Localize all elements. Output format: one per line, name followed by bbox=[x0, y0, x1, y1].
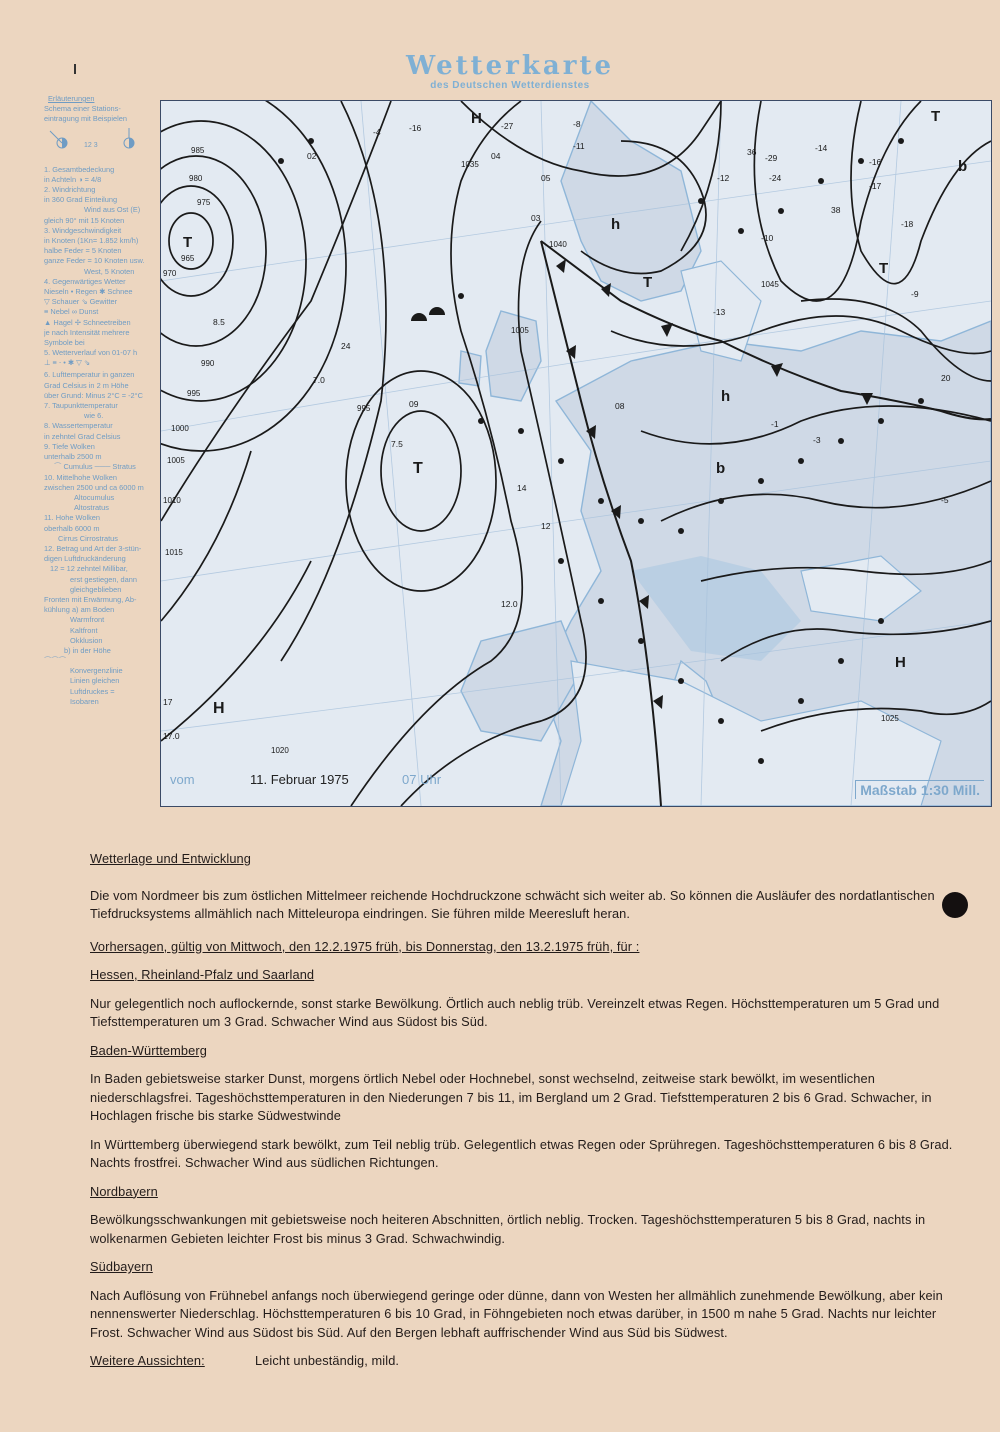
legend-line: in Knoten (1Kn= 1.852 km/h) bbox=[44, 236, 139, 246]
legend-line: 5. Wetterverlauf von 01-07 h bbox=[44, 348, 138, 358]
isobar-label: 1000 bbox=[171, 424, 189, 433]
legend-line: kühlung a) am Boden bbox=[44, 605, 115, 615]
region-text-nordbayern: Bewölkungsschwankungen mit gebietsweise noch heiteren Abschnitten, örtlich neblig. Trocken. Tageshöchsttemperaturen 5 bis 8 Grad, nachts in wolkenarmen Gebieten leichter Frost bis minus 3 Grad. Schwachwindig. bbox=[90, 1212, 926, 1246]
isobar-label: 1045 bbox=[761, 280, 779, 289]
isobar-label: 970 bbox=[163, 269, 177, 278]
legend-line: gleich 90° mit 15 Knoten bbox=[44, 215, 125, 225]
legend-line: Isobaren bbox=[70, 696, 99, 706]
outlook-text: Leicht unbeständig, mild. bbox=[255, 1353, 400, 1368]
map-scale: Maßstab 1:30 Mill. bbox=[855, 780, 984, 799]
warm-front-bumps bbox=[411, 307, 445, 321]
isobar-label: 985 bbox=[191, 146, 205, 155]
legend-heading: Erläuterungen bbox=[48, 94, 95, 103]
legend-line: Warmfront bbox=[70, 615, 105, 625]
weather-map-drawing bbox=[161, 101, 991, 806]
low-center-label: T bbox=[413, 460, 423, 477]
legend-line: 12. Betrag und Art der 3-stün- bbox=[44, 543, 142, 553]
isobar-label: 1025 bbox=[881, 714, 899, 723]
legend-line: West, 5 Knoten bbox=[84, 266, 135, 276]
station-value: 05 bbox=[541, 173, 551, 183]
legend-line: ganze Feder = 10 Knoten usw. bbox=[44, 256, 145, 266]
legend-line: Konvergenzlinie bbox=[70, 666, 123, 676]
region-text-baden: In Baden gebietsweise starker Dunst, morgens örtlich Nebel oder Hochnebel, sonst wechselnd, zeitweise stark bewölkt, im wesentlichen niederschlagsfrei. Tageshöchsttemperaturen in den Niederungen 7 bis 11, im Bergland um 2 Grad. Tiefsttemperaturen 2 bis 6 Grad. Schwacher, in Hochlagen frische bis starke Südwestwinde bbox=[90, 1071, 932, 1123]
legend-line: 2. Windrichtung bbox=[44, 185, 96, 195]
legend-line: Linien gleichen bbox=[70, 676, 120, 686]
legend-line: Altocumulus bbox=[74, 492, 115, 502]
region-heading-nordbayern: Nordbayern bbox=[90, 1183, 158, 1199]
low-center-label: T bbox=[931, 108, 941, 125]
station-model-icon bbox=[44, 125, 154, 165]
legend-line: 3. Windgeschwindigkeit bbox=[44, 225, 122, 235]
station-value: 17.0 bbox=[163, 731, 180, 741]
station-value: 7.5 bbox=[391, 439, 403, 449]
station-value: 08 bbox=[615, 401, 625, 411]
legend-line: halbe Feder = 5 Knoten bbox=[44, 246, 122, 256]
isobar-label: 990 bbox=[201, 359, 215, 368]
uk-landmass bbox=[486, 311, 541, 401]
station-value: -17 bbox=[869, 181, 882, 191]
map-date: 11. Februar 1975 bbox=[250, 772, 349, 787]
station-value: -14 bbox=[815, 143, 828, 153]
station-value: 04 bbox=[491, 151, 501, 161]
high-center-label: H bbox=[895, 654, 906, 671]
legend-weather-course-symbols: ⊥ ≡ ⋅ • ✱ ▽ ⇘ bbox=[44, 358, 91, 368]
isobar-label: 1010 bbox=[163, 496, 181, 505]
station-value: -11 bbox=[573, 141, 585, 151]
high-center-label: H bbox=[471, 110, 482, 127]
outlook-row bbox=[90, 1352, 960, 1371]
forecast-intro: Vorhersagen, gültig von Mittwoch, den 12.2.1975 früh, bis Donnerstag, den 13.2.1975 früh, für : bbox=[90, 938, 640, 954]
legend-line: ▲ Hagel ✢ Schneetreiben bbox=[44, 317, 131, 327]
low-center-label: T bbox=[879, 260, 889, 277]
map-hour: 07 Uhr bbox=[402, 772, 442, 787]
isobar-label: 1015 bbox=[165, 548, 183, 557]
legend-line: unterhalb 2500 m bbox=[44, 452, 102, 462]
legend-line: zwischen 2500 und ca 6000 m bbox=[44, 482, 144, 492]
station-value: -16 bbox=[869, 157, 882, 167]
station-value: -27 bbox=[501, 121, 514, 131]
station-value: 24 bbox=[341, 341, 351, 351]
isobar-label: 1020 bbox=[271, 746, 289, 755]
weather-map bbox=[160, 100, 992, 807]
isobar-label: 995 bbox=[187, 389, 201, 398]
region-heading-hessen: Hessen, Rheinland-Pfalz und Saarland bbox=[90, 967, 315, 982]
station-value: 12 bbox=[541, 521, 551, 531]
legend-line: Luftdruckes = bbox=[70, 686, 115, 696]
legend-line: 8. Wassertemperatur bbox=[44, 421, 113, 431]
legend-line: Schema einer Stations- bbox=[44, 104, 121, 114]
svg-text:12 3: 12 3 bbox=[84, 141, 98, 149]
station-value: 12.0 bbox=[501, 599, 518, 609]
map-caption-prefix: vom bbox=[170, 772, 195, 787]
situation-text: Die vom Nordmeer bis zum östlichen Mittelmeer reichende Hochdruckzone schwächt sich weiter ab. So können die Ausläufer des nordatlantischen Tiefdrucksystems allmählich nach Mitteleuropa eindringen. Sie führen milde Meeresluft heran. bbox=[90, 887, 935, 921]
isobar-label: 1040 bbox=[549, 240, 567, 249]
legend-line: digen Luftdruckänderung bbox=[44, 554, 126, 564]
legend-line: Cirrus Cirrostratus bbox=[58, 533, 118, 543]
legend-line: in 360 Grad Einteilung bbox=[44, 195, 118, 205]
station-value: -8 bbox=[573, 119, 581, 129]
legend-line: ⌒ Cumulus ─── Stratus bbox=[54, 462, 136, 472]
legend-line: 10. Mittelhohe Wolken bbox=[44, 472, 117, 482]
station-value: 09 bbox=[409, 399, 419, 409]
legend-line: Altostratus bbox=[74, 503, 109, 513]
legend-line: 1. Gesamtbedeckung bbox=[44, 164, 115, 174]
margin-mark bbox=[74, 64, 76, 74]
station-value: -13 bbox=[713, 307, 726, 317]
legend-line: Grad Celsius in 2 m Höhe bbox=[44, 380, 129, 390]
station-value: -5 bbox=[941, 495, 949, 505]
region-heading-suedbayern: Südbayern bbox=[90, 1259, 153, 1274]
secondary-center-label: b bbox=[716, 460, 726, 477]
station-value: -10 bbox=[761, 233, 774, 243]
legend-line: 6. Lufttemperatur in ganzen bbox=[44, 370, 135, 380]
station-value: 14 bbox=[517, 483, 527, 493]
secondary-center-label: h bbox=[611, 216, 621, 233]
legend-line: ≡ Nebel ∞ Dunst bbox=[44, 307, 99, 317]
legend-line: gleichgeblieben bbox=[70, 584, 122, 594]
legend-line: eintragung mit Beispielen bbox=[44, 114, 127, 124]
station-value: 03 bbox=[531, 213, 541, 223]
legend-line: 12 = 12 zehntel Millibar, bbox=[50, 564, 128, 574]
legend-line: Fronten mit Erwärmung, Ab- bbox=[44, 594, 137, 604]
station-value: -3 bbox=[813, 435, 821, 445]
secondary-center-label: b bbox=[958, 158, 968, 175]
station-value: 17 bbox=[163, 697, 173, 707]
sheet-title bbox=[360, 52, 660, 91]
legend-front-symbol: ⌒⌒⌒ bbox=[44, 656, 67, 666]
legend-line: 11. Hohe Wolken bbox=[44, 513, 101, 523]
station-value: -9 bbox=[911, 289, 919, 299]
station-value: -29 bbox=[765, 153, 778, 163]
station-value: 02 bbox=[307, 151, 317, 161]
situation-heading: Wetterlage und Entwicklung bbox=[90, 851, 251, 866]
legend-line: 4. Gegenwärtiges Wetter bbox=[44, 276, 126, 286]
map-caption bbox=[160, 770, 990, 804]
legend-line: 9. Tiefe Wolken bbox=[44, 441, 95, 451]
legend-line: in zehntel Grad Celsius bbox=[44, 431, 121, 441]
high-center-label: H bbox=[213, 700, 225, 717]
legend-line: Okklusion bbox=[70, 635, 103, 645]
legend-line: in Achteln ◑ = 4/8 bbox=[44, 174, 102, 184]
legend-panel bbox=[44, 94, 160, 707]
isobar-label: 995 bbox=[357, 404, 371, 413]
legend-line: Wind aus Ost (E) bbox=[84, 205, 141, 215]
station-value: -18 bbox=[901, 219, 914, 229]
isobar-label: 965 bbox=[181, 254, 195, 263]
station-value: -16 bbox=[409, 123, 422, 133]
forecast-report bbox=[90, 850, 960, 1371]
legend-line: Kaltfront bbox=[70, 625, 98, 635]
region-text-suedbayern: Nach Auflösung von Frühnebel anfangs noch überwiegend geringe oder dünne, dann von Westen her allmählich zunehmende Bewölkung, aber kein nennenswerter Niederschlag. Höchsttemperaturen 6 bis 10 Grad, in Föhngebieten noch etwas darüber, in 1500 m nahe 5 Grad. Nachts nur leichter Frost. Schwacher Wind aus Südost bis Süd. Auf den Bergen lebhaft auffrischender Wind aus Süd bis Südwest. bbox=[90, 1287, 943, 1340]
legend-line: wie 6. bbox=[84, 411, 104, 421]
isobar-label: 1005 bbox=[511, 326, 529, 335]
station-value: 7.0 bbox=[313, 375, 325, 385]
station-value: 8.5 bbox=[213, 317, 225, 327]
legend-line: Nieseln • Regen ✱ Schnee bbox=[44, 287, 133, 297]
low-center-label: T bbox=[183, 234, 193, 251]
region-text-wuerttemberg: In Württemberg überwiegend stark bewölkt, zum Teil neblig trüb. Gelegentlich etwas Regen oder Sprühregen. Tageshöchsttemperaturen 6 bis 8 Grad. Nachts frostfrei. Schwacher Wind aus südlichen Richtungen. bbox=[90, 1136, 953, 1170]
isobar-label: 1005 bbox=[167, 456, 185, 465]
legend-line: erst gestiegen, dann bbox=[70, 574, 137, 584]
outlook-label: Weitere Aussichten: bbox=[90, 1353, 205, 1368]
station-value: -12 bbox=[717, 173, 730, 183]
region-text-hessen: Nur gelegentlich noch auflockernde, sonst starke Bewölkung. Örtlich auch neblig trüb. Vereinzelt etwas Regen. Höchsttemperaturen um 5 Grad und Tiefsttemperaturen um 3 Grad. Schwacher Wind aus Südost bis Süd. bbox=[90, 995, 940, 1029]
station-value: -24 bbox=[769, 173, 782, 183]
legend-station-diagram bbox=[44, 125, 160, 165]
isobar-label: 1035 bbox=[461, 160, 479, 169]
legend-line: Symbole bei bbox=[44, 338, 85, 348]
title-text: Wetterkarte bbox=[406, 51, 614, 81]
legend-line: b) in der Höhe bbox=[64, 645, 111, 655]
secondary-center-label: h bbox=[721, 388, 731, 405]
low-center-label: T bbox=[643, 274, 653, 291]
legend-line: ▽ Schauer ⇘ Gewitter bbox=[44, 297, 118, 307]
station-value: -4 bbox=[373, 127, 381, 137]
station-value: 36 bbox=[747, 147, 757, 157]
station-value: 20 bbox=[941, 373, 951, 383]
region-heading-baden-wuerttemberg: Baden-Württemberg bbox=[90, 1042, 207, 1058]
station-value: 38 bbox=[831, 205, 841, 215]
subtitle-text: des Deutschen Wetterdienstes bbox=[430, 80, 590, 91]
station-value: -1 bbox=[771, 419, 779, 429]
legend-line: 7. Taupunkttemperatur bbox=[44, 401, 118, 411]
isobar-label: 975 bbox=[197, 198, 211, 207]
legend-line: je nach Intensität mehrere bbox=[44, 327, 130, 337]
isobar-label: 980 bbox=[189, 174, 203, 183]
legend-line: über Grund: Minus 2°C = -2°C bbox=[44, 390, 143, 400]
legend-line: oberhalb 6000 m bbox=[44, 523, 100, 533]
